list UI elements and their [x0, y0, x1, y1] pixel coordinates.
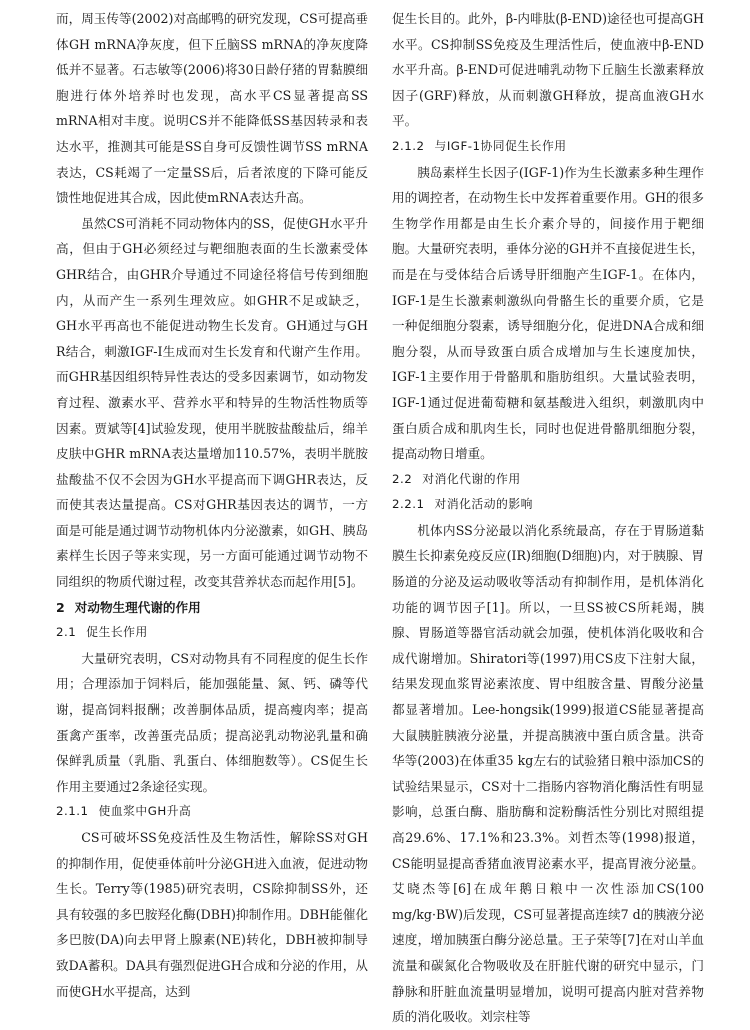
section-title: 对消化活动的影响	[434, 497, 533, 512]
section-title: 对动物生理代谢的作用	[74, 599, 201, 615]
section-number: 2.2.1	[392, 497, 425, 512]
section-number: 2	[56, 599, 65, 615]
subsection-heading	[56, 799, 368, 825]
paragraph: CS可破坏SS免疫活性及生物活性，解除SS对GH的抑制作用，促使垂体前叶分泌GH进入血液，促进动物生长。Terry等(1985)研究表明，CS除抑制SS外，还具有较强的多巴胺羟化酶(DBH)抑制作用。DBH能催化多巴胺(DA)向去甲肾上腺素(NE)转化，DBH被抑制导致DA蓄积。DA具有强烈促进GH合成和分泌的作用，从而使GH水平提高，达到	[56, 830, 368, 999]
subsection-heading	[56, 620, 368, 646]
section-number: 2.1	[56, 625, 77, 640]
section-number: 2.1.1	[56, 804, 89, 819]
section-number: 2.2	[392, 471, 413, 486]
section-heading	[56, 595, 368, 621]
paragraph: 大量研究表明，CS对动物具有不同程度的促生长作用；合理添加于饲料后，能加强能量、氮、钙、磷等代谢，提高饲料报酬；改善胴体品质，提高瘦肉率；提高蛋禽产蛋率，改善蛋壳品质；提高泌乳动物泌乳量和确保鲜乳质量（乳脂、乳蛋白、体细胞数等）。CS促生长作用主要通过2条途径实现。	[56, 650, 368, 794]
paragraph: 促生长目的。此外，β-内啡肽(β-END)途径也可提高GH水平。CS抑制SS免疫及生理活性后，使血液中β-END水平升高。β-END可促进哺乳动物下丘脑生长激素释放因子(GRF)释放，从而刺激GH释放，提高血液GH水平。	[392, 11, 704, 129]
subsection-heading	[392, 134, 704, 160]
paragraph: 而，周玉传等(2002)对高邮鸭的研究发现，CS可提高垂体GH mRNA净灰度，但下丘脑SS mRNA的净灰度降低并不显著。石志敏等(2006)将30日龄仔猪的胃黏膜细胞进行体外培养时也发现，高水平CS显著提高SS mRNA相对丰度。说明CS并不能降低SS基因转录和表达水平，推测其可能是SS自身可反馈性调节SS mRNA表达，CS耗竭了一定量SS后，后者浓度的下降可能反馈性地促进其合成，因此使mRNA表达升高。	[56, 11, 369, 206]
paragraph: 胰岛素样生长因子(IGF-1)作为生长激素多种生理作用的调控者，在动物生长中发挥着重要作用。GH的很多生物学作用都是由生长介素介导的，间接作用于靶细胞。大量研究表明，垂体分泌的GH并不直接促进生长，而是在与受体结合后诱导肝细胞产生IGF-1。在体内，IGF-1是生长激素刺激纵向骨骼生长的重要介质，它是一种促细胞分裂素，诱导细胞分化，促进DNA合成和细胞分裂，从而导致蛋白质合成增加与生长速度加快，IGF-1主要作用于骨骼肌和脂肪组织。大量试验表明，IGF-1通过促进葡萄糖和氨基酸进入组织，刺激肌肉中蛋白质合成和肌肉生长，同时也促进骨骼肌细胞分裂，提高动物日增重。	[392, 164, 704, 462]
section-title: 促生长作用	[86, 625, 148, 640]
paragraph: 虽然CS可消耗不同动物体内的SS，促使GH水平升高，但由于GH必须经过与靶细胞表面的生长激素受体GHR结合，由GHR介导通过不同途径将信号传到细胞内，从而产生一系列生理效应。如GHR不足或缺乏，GH水平再高也不能促进动物生长发育。GH通过与GH R结合，刺激IGF-I生成而对生长发育和代谢产生作用。而GHR基因组织特异性表达的受多因素调节，如动物发育过程、激素水平、营养水平和特异的生物活性物质等因素。贾斌等[4]试验发现，使用半胱胺盐酸盐后，绵羊皮肤中GHR mRNA表达量增加110.57%，表明半胱胺盐酸盐不仅不会因为GH水平提高而下调GHR表达，反而使其表达量提高。CS对GHR基因表达的调节，一方面是可能是通过调节动物机体内分泌激素，如GH、胰岛素样生长因子等来实现，另一方面可能通过调节动物不同组织的物质代谢过程，改变其营养状态而起作用[5]。	[56, 215, 368, 590]
section-number: 2.1.2	[392, 138, 425, 153]
section-title: 与IGF-1协同促生长作用	[434, 138, 567, 153]
paragraph: 机体内SS分泌最以消化系统最高，存在于胃肠道黏膜生长抑素免疫反应(IR)细胞(D细胞)内，对于胰腺、胃肠道的分泌及运动吸收等活动有抑制作用，是机体消化功能的调节因子[1]。所以，一旦SS被CS所耗竭，胰腺、胃肠道等器官活动就会加强，使机体消化吸收和合成代谢增加。Shiratori等(1997)用CS皮下注射大鼠，结果发现血浆胃泌素浓度、胃中组胺含量、胃酸分泌量都显著增加。Lee-hongsik(1999)报道CS能显著提高大鼠胰脏胰液分泌量，并提高胰液中蛋白质含量。洪奇华等(2003)在体重35 kg左右的试验猪日粮中添加CS的试验结果显示，CS对十二指肠内容物消化酶活性有明显影响，总蛋白酶、脂肪酶和淀粉酶活性分别比对照组提高29.6%、17.1%和23.3%。刘哲杰等(1998)报道，CS能明显提高香猪血液胃泌素水平，提高胃液分泌量。艾晓杰等[6]在成年鹅日粮中一次性添加CS(100 mg/kg·BW)后发现，CS可显著提高连续7 d的胰液分泌速度，增加胰蛋白酶分泌总量。王子荣等[7]在对山羊血流量和碳氮化合物吸收及在肝脏代谢的研究中显示，门静脉和肝脏血流量明显增加，说明可提高内脏对营养物质的消化吸收。刘宗柱等	[392, 522, 704, 1025]
section-title: 使血浆中GH升高	[98, 804, 192, 819]
left-column	[56, 6, 368, 1004]
section-title: 对消化代谢的作用	[422, 471, 521, 486]
subsection-heading	[392, 492, 704, 518]
subsection-heading	[392, 467, 704, 493]
right-column	[392, 6, 704, 1030]
